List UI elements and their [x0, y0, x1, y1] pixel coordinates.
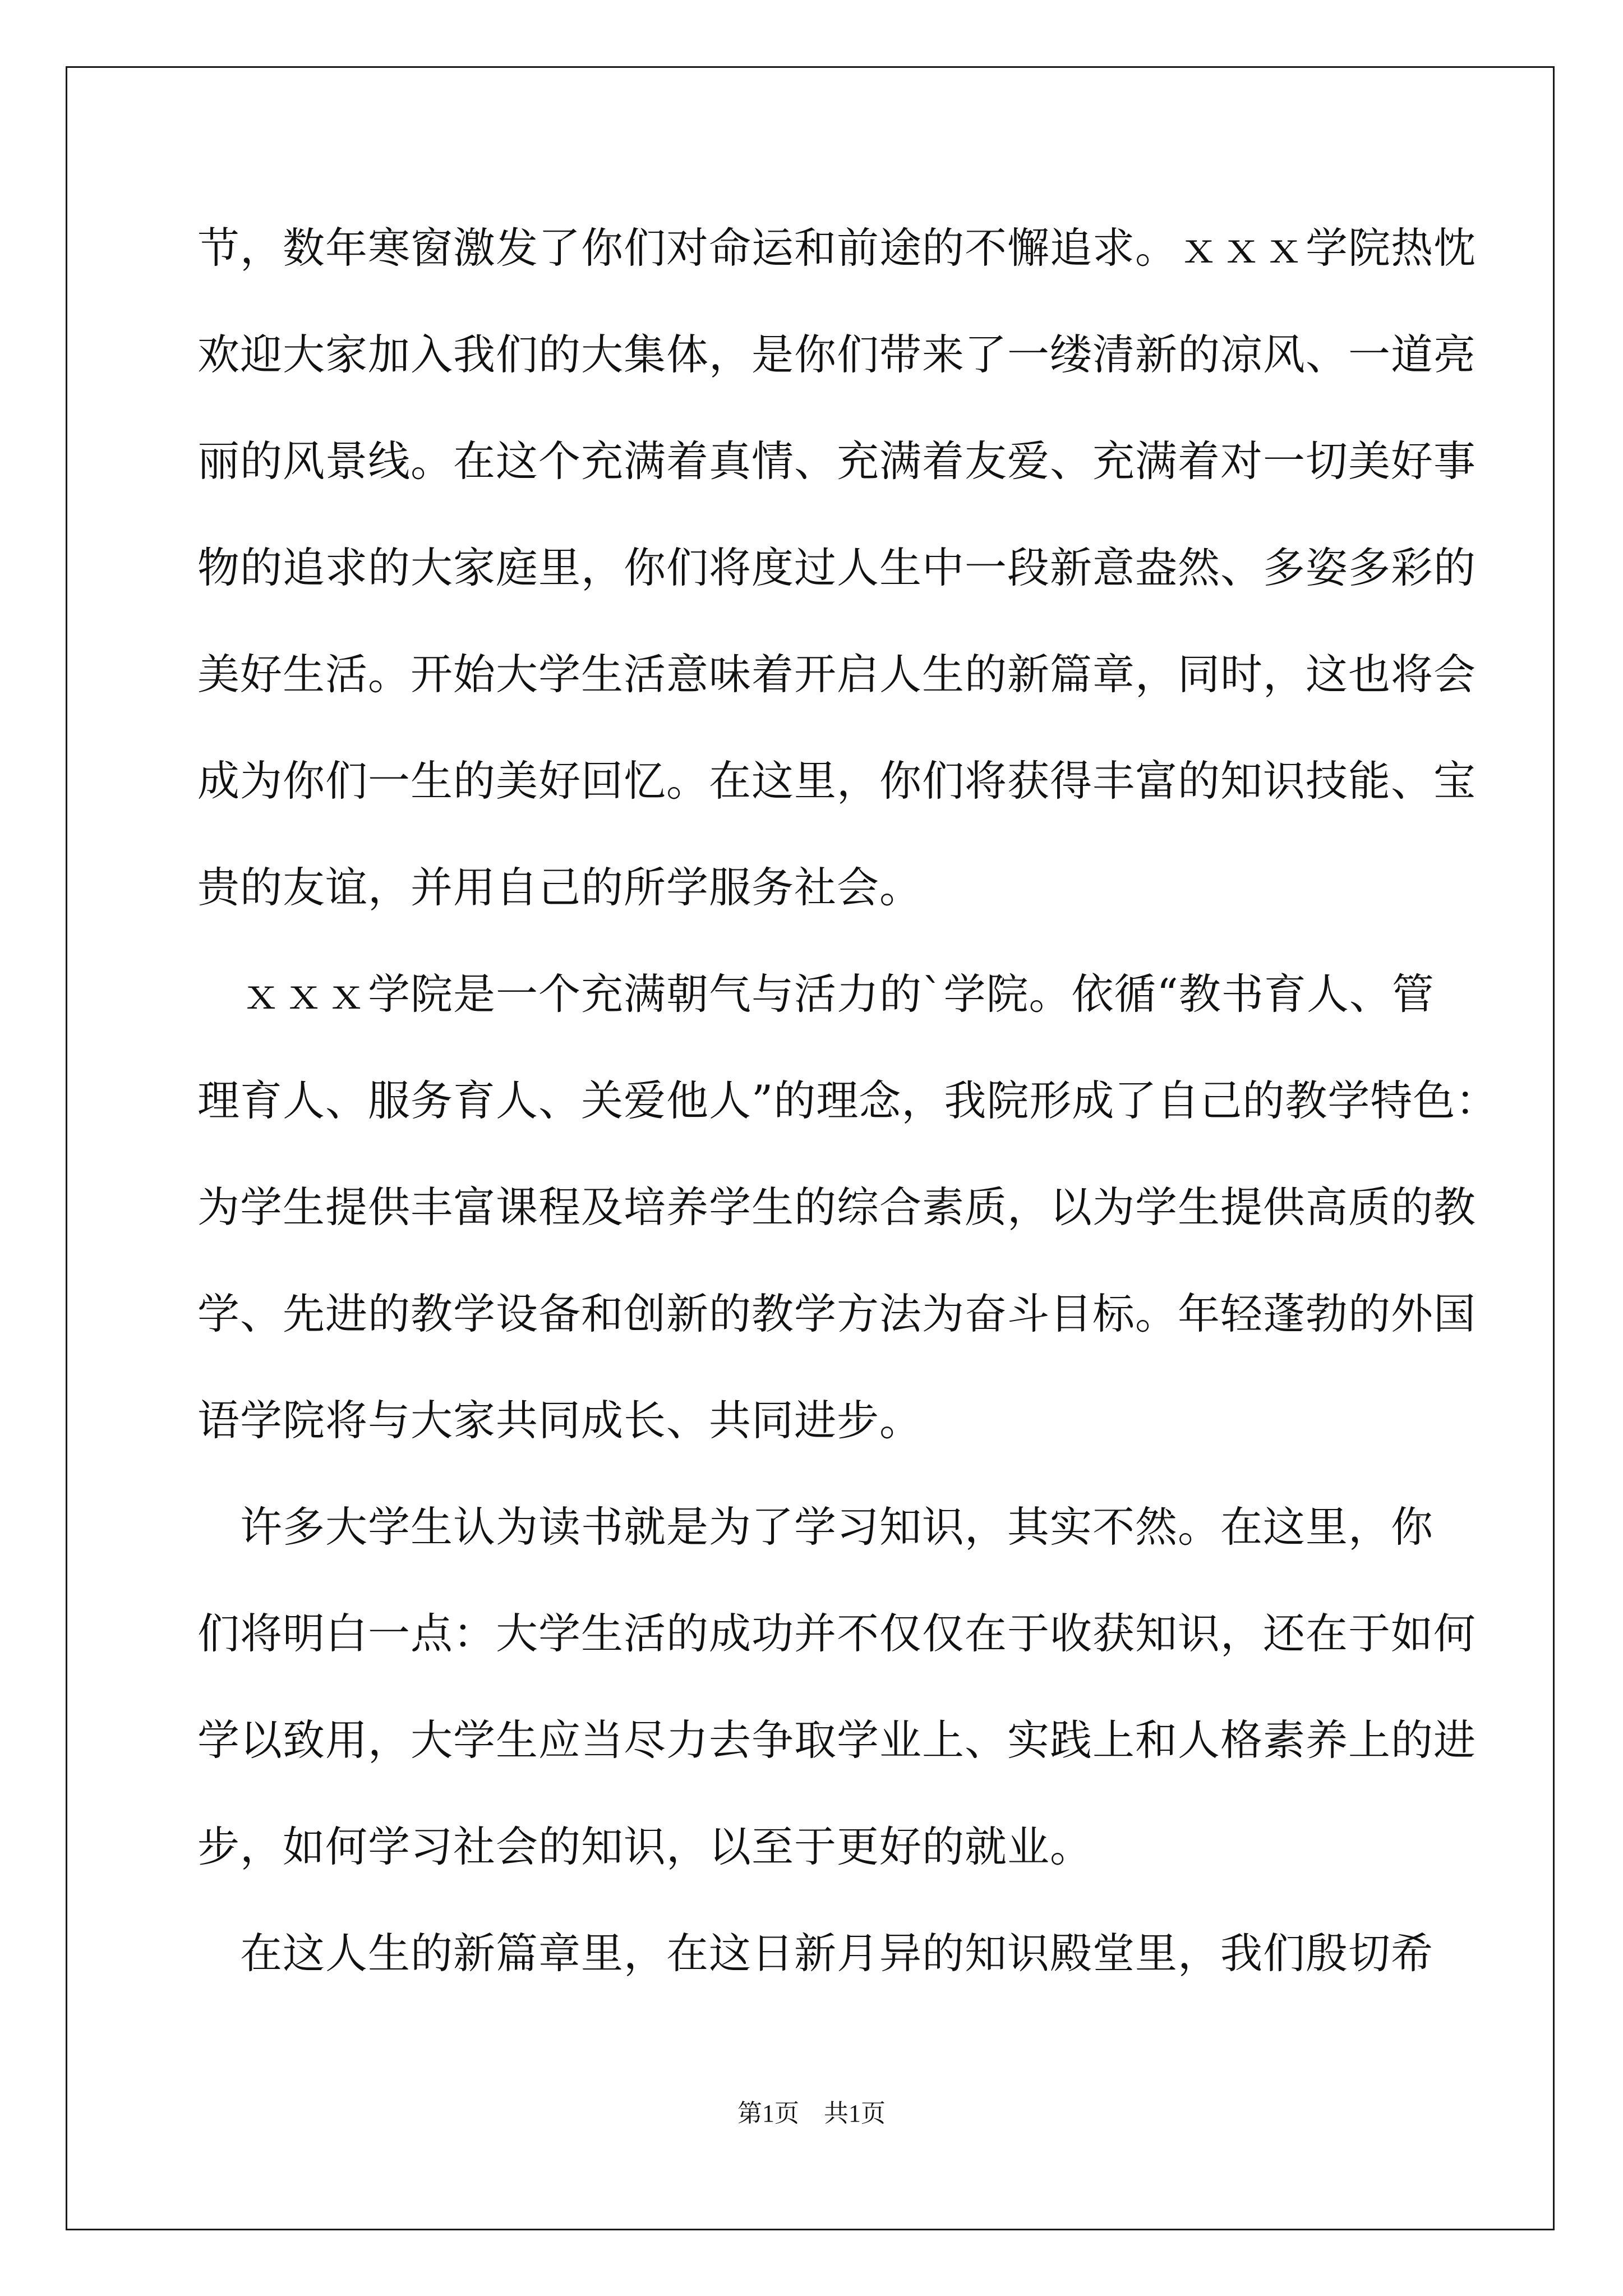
text-line: 丽的风景线。在这个充满着真情、充满着友爱、充满着对一切美好事: [197, 436, 1477, 486]
text-line: 理育人、服务育人、关爱他人”的理念，我院形成了自己的教学特色：: [197, 1076, 1498, 1125]
text-line: 步，如何学习社会的知识，以至于更好的就业。: [197, 1822, 1093, 1871]
text-line: 贵的友谊，并用自己的所学服务社会。: [197, 863, 923, 912]
text-line: 们将明白一点：大学生活的成功并不仅仅在于收获知识，还在于如何: [197, 1609, 1477, 1658]
text-line: 欢迎大家加入我们的大集体，是你们带来了一缕清新的凉风、一道亮: [197, 330, 1477, 379]
text-line: 在这人生的新篇章里，在这日新月异的知识殿堂里，我们殷切希: [197, 1929, 1434, 1978]
text-line: 学以致用，大学生应当尽力去争取学业上、实践上和人格素养上的进: [197, 1715, 1477, 1765]
text-line: 许多大学生认为读书就是为了学习知识，其实不然。在这里，你: [197, 1502, 1434, 1552]
text-line: 学、先进的教学设备和创新的教学方法为奋斗目标。年轻蓬勃的外国: [197, 1289, 1477, 1338]
text-line: 物的追求的大家庭里，你们将度过人生中一段新意盎然、多姿多彩的: [197, 543, 1477, 592]
text-line: ｘｘｘ学院是一个充满朝气与活力的`学院。依循“教书育人、管: [197, 969, 1435, 1019]
text-line: 为学生提供丰富课程及培养学生的综合素质，以为学生提供高质的教: [197, 1182, 1477, 1232]
page-number: 第1页 共1页: [737, 2100, 886, 2127]
text-line: 成为你们一生的美好回忆。在这里，你们将获得丰富的知识技能、宝: [197, 756, 1477, 806]
page-border: [66, 66, 1555, 2230]
text-line: 节，数年寒窗激发了你们对命运和前途的不懈追求。ｘｘｘ学院热忱: [197, 223, 1477, 273]
text-line: 语学院将与大家共同成长、共同进步。: [197, 1396, 923, 1445]
text-line: 美好生活。开始大学生活意味着开启人生的新篇章，同时，这也将会: [197, 650, 1477, 699]
